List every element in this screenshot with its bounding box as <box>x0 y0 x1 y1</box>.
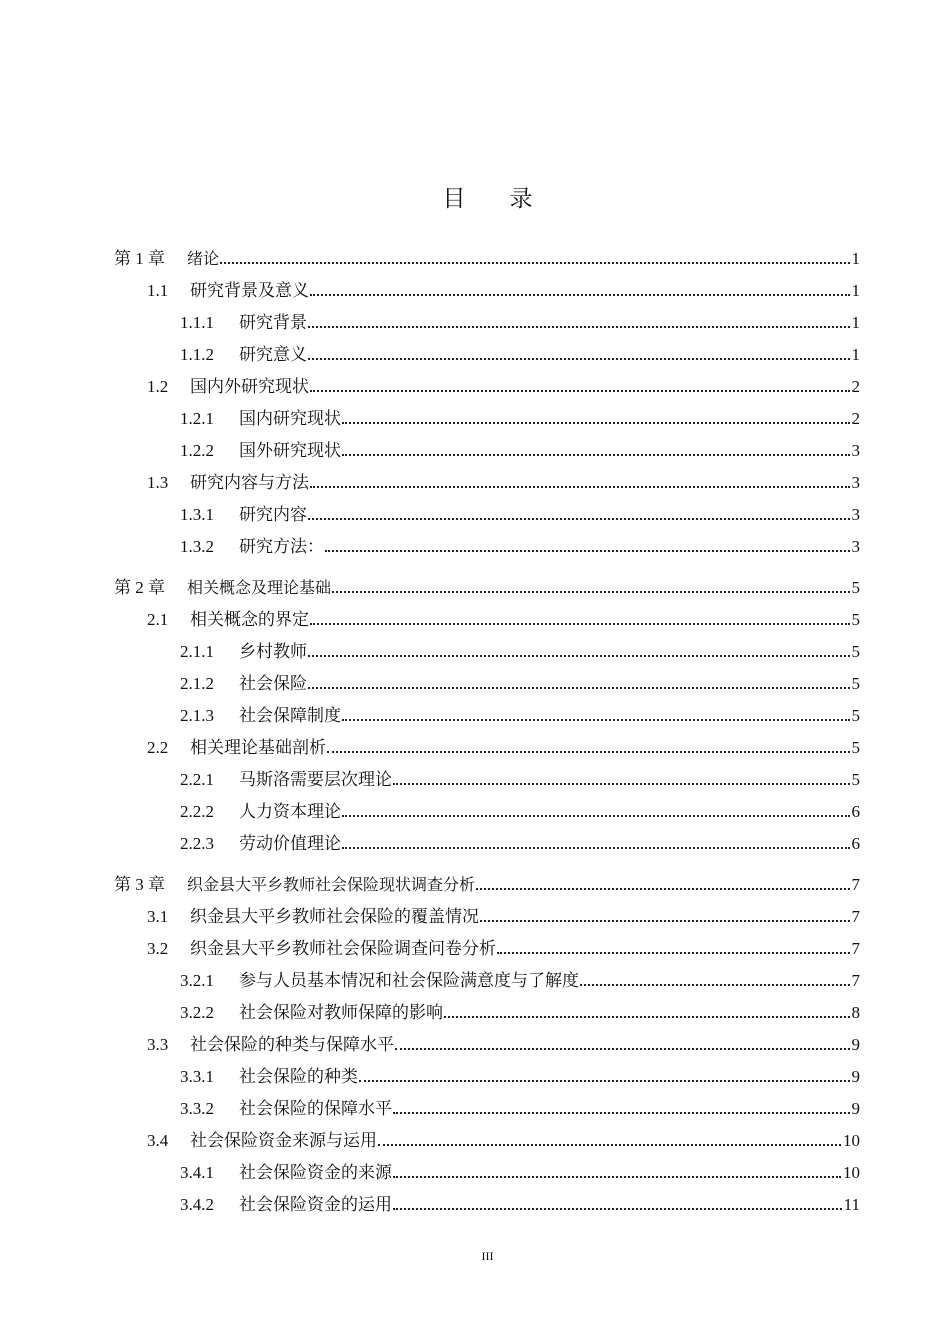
toc-entry[interactable] <box>147 935 860 959</box>
toc-entry[interactable] <box>180 533 860 557</box>
toc-entry[interactable] <box>147 1127 860 1151</box>
toc-dot-leader <box>480 919 850 922</box>
toc-entry[interactable] <box>180 798 860 822</box>
toc-entry-number: 3.3.1 <box>180 1067 214 1086</box>
toc-entry-title: 乡村教师 <box>239 642 307 661</box>
toc-entry[interactable] <box>180 967 860 991</box>
toc-entry-title: 织金县大平乡教师社会保险调查问卷分析 <box>190 939 496 958</box>
toc-entry-number: 2.2 <box>147 738 169 757</box>
toc-entry[interactable] <box>180 638 860 662</box>
toc-dot-leader <box>393 1111 850 1114</box>
toc-entry-number: 1.3.2 <box>180 537 214 556</box>
toc-entry-number: 第 3 章 <box>114 875 165 894</box>
toc-dot-leader <box>395 1047 850 1050</box>
toc-entry-page: 9 <box>851 1035 860 1054</box>
toc-entry-title: 社会保险对教师保障的影响 <box>239 1003 443 1022</box>
toc-dot-leader <box>308 357 850 360</box>
toc-entry[interactable] <box>180 830 860 854</box>
toc-entry-number: 第 2 章 <box>114 578 165 597</box>
toc-entry-number: 1.3 <box>147 473 169 492</box>
toc-dot-leader <box>378 1143 841 1146</box>
toc-entry-page: 5 <box>851 674 860 693</box>
toc-entry-number: 1.1 <box>147 281 169 300</box>
toc-dot-leader <box>342 453 850 456</box>
toc-entry-page: 11 <box>843 1195 860 1214</box>
toc-entry-title: 研究背景 <box>239 313 307 332</box>
toc-entry-title: 社会保险资金来源与运用 <box>190 1131 377 1150</box>
toc-dot-leader <box>325 549 850 552</box>
toc-entry-number: 1.2 <box>147 377 169 396</box>
toc-entry-title: 绪论 <box>187 249 220 268</box>
toc-entry-number: 2.1.3 <box>180 706 214 725</box>
toc-dot-leader <box>308 686 850 689</box>
toc-entry-page: 1 <box>851 313 860 332</box>
toc-entry[interactable] <box>180 766 860 790</box>
toc-dot-leader <box>308 517 850 520</box>
toc-entry-number: 1.2.2 <box>180 441 214 460</box>
toc-entry-title: 相关理论基础剖析 <box>190 738 326 757</box>
toc-entry-number: 2.2.1 <box>180 770 214 789</box>
toc-entry-number: 第 1 章 <box>114 249 165 268</box>
toc-entry-number: 1.3.1 <box>180 505 214 524</box>
toc-entry[interactable] <box>114 245 860 269</box>
toc-entry-page: 3 <box>851 505 860 524</box>
toc-entry-title: 人力资本理论 <box>239 802 341 821</box>
toc-entry[interactable] <box>147 903 860 927</box>
toc-entry-page: 5 <box>851 642 860 661</box>
page-number-footer: III <box>481 1249 494 1263</box>
toc-entry-title: 社会保险资金的运用 <box>239 1195 392 1214</box>
toc-dot-leader <box>497 951 850 954</box>
toc-entry-page: 7 <box>851 875 860 894</box>
toc-entry-title: 社会保险的保障水平 <box>239 1099 392 1118</box>
toc-dot-leader <box>327 750 850 753</box>
toc-entry-title: 国外研究现状 <box>239 441 341 460</box>
toc-entry-title: 社会保障制度 <box>239 706 341 725</box>
toc-dot-leader <box>476 887 849 890</box>
toc-dot-leader <box>308 654 850 657</box>
toc-dot-leader <box>310 293 850 296</box>
toc-entry[interactable] <box>147 734 860 758</box>
toc-entry[interactable] <box>180 437 860 461</box>
toc-entry-number: 2.2.2 <box>180 802 214 821</box>
toc-entry[interactable] <box>147 277 860 301</box>
toc-entry-title: 相关概念及理论基础 <box>187 578 332 597</box>
toc-entry-page: 6 <box>851 802 860 821</box>
toc-entry[interactable] <box>180 501 860 525</box>
toc-entry-number: 2.2.3 <box>180 834 214 853</box>
toc-entry-page: 2 <box>851 409 860 428</box>
toc-entry-title: 社会保险的种类 <box>239 1067 358 1086</box>
toc-entry-title: 研究方法： <box>239 537 324 556</box>
toc-title-char-2: 录 <box>509 186 533 211</box>
toc-dot-leader <box>332 590 849 593</box>
toc-entry-number: 2.1.1 <box>180 642 214 661</box>
toc-dot-leader <box>310 389 850 392</box>
toc-dot-leader <box>342 814 850 817</box>
toc-dot-leader <box>310 622 850 625</box>
toc-entry[interactable] <box>147 469 860 493</box>
toc-dot-leader <box>220 261 849 264</box>
toc-entry-title: 研究内容与方法 <box>190 473 309 492</box>
toc-entry-title: 织金县大平乡教师社会保险现状调查分析 <box>187 875 476 894</box>
toc-entry-number: 3.4.2 <box>180 1195 214 1214</box>
toc-entry-number: 1.1.1 <box>180 313 214 332</box>
toc-entry-page: 3 <box>851 473 860 492</box>
toc-entry-page: 5 <box>851 610 860 629</box>
toc-entry[interactable] <box>180 999 860 1023</box>
toc-entry-page: 1 <box>851 345 860 364</box>
toc-dot-leader <box>342 846 850 849</box>
toc-entry-page: 7 <box>851 907 860 926</box>
toc-dot-leader <box>393 1207 842 1210</box>
toc-dot-leader <box>359 1079 850 1082</box>
toc-entry-number: 2.1 <box>147 610 169 629</box>
toc-dot-leader <box>393 1175 841 1178</box>
toc-entry-title: 织金县大平乡教师社会保险的覆盖情况 <box>190 907 479 926</box>
toc-entry-title: 马斯洛需要层次理论 <box>239 770 392 789</box>
toc-entry-number: 3.1 <box>147 907 169 926</box>
toc-entry-number: 3.4.1 <box>180 1163 214 1182</box>
toc-entry[interactable] <box>180 309 860 333</box>
toc-entry-number: 2.1.2 <box>180 674 214 693</box>
toc-entry-page: 3 <box>851 537 860 556</box>
toc-entry-page: 8 <box>851 1003 860 1022</box>
toc-title <box>0 180 950 213</box>
toc-entry[interactable] <box>180 670 860 694</box>
toc-entry-title: 参与人员基本情况和社会保险满意度与了解度 <box>239 971 579 990</box>
toc-dot-leader <box>444 1015 850 1018</box>
toc-entry[interactable] <box>114 574 860 598</box>
toc-dot-leader <box>580 983 850 986</box>
toc-entry[interactable] <box>147 1031 860 1055</box>
toc-entry-number: 3.3 <box>147 1035 169 1054</box>
toc-entry-number: 3.2 <box>147 939 169 958</box>
toc-dot-leader <box>310 485 850 488</box>
toc-entry-page: 2 <box>851 377 860 396</box>
toc-entry[interactable] <box>114 871 860 895</box>
toc-entry-title: 国内外研究现状 <box>190 377 309 396</box>
toc-entry-page: 3 <box>851 441 860 460</box>
toc-entry-number: 1.2.1 <box>180 409 214 428</box>
toc-entry[interactable] <box>180 1063 860 1087</box>
toc-entry-title: 研究内容 <box>239 505 307 524</box>
toc-entry-number: 3.2.1 <box>180 971 214 990</box>
toc-entry-page: 7 <box>851 939 860 958</box>
toc-entry-page: 10 <box>843 1131 860 1150</box>
toc-entry[interactable] <box>180 1191 860 1215</box>
toc-entry[interactable] <box>180 702 860 726</box>
toc-entry[interactable] <box>180 405 860 429</box>
toc-entry-page: 6 <box>851 834 860 853</box>
toc-entry-title: 社会保险 <box>239 674 307 693</box>
toc-dot-leader <box>393 782 850 785</box>
toc-entry-page: 5 <box>851 706 860 725</box>
toc-entry[interactable] <box>147 606 860 630</box>
toc-entry-page: 1 <box>851 249 860 268</box>
toc-entry-page: 10 <box>843 1163 860 1182</box>
toc-entry-page: 5 <box>851 770 860 789</box>
toc-entry-page: 5 <box>851 738 860 757</box>
toc-entry[interactable] <box>147 373 860 397</box>
toc-entry[interactable] <box>180 1159 860 1183</box>
toc-entry-title: 国内研究现状 <box>239 409 341 428</box>
toc-entry[interactable] <box>180 1095 860 1119</box>
toc-entry-page: 9 <box>851 1067 860 1086</box>
toc-entry-number: 3.4 <box>147 1131 169 1150</box>
toc-entry-title: 研究意义 <box>239 345 307 364</box>
toc-entry-page: 5 <box>851 578 860 597</box>
toc-entry-number: 3.2.2 <box>180 1003 214 1022</box>
toc-title-char-1: 目 <box>442 186 466 211</box>
toc-entry-title: 社会保险的种类与保障水平 <box>190 1035 394 1054</box>
toc-entry-title: 社会保险资金的来源 <box>239 1163 392 1182</box>
toc-entry-title: 劳动价值理论 <box>239 834 341 853</box>
toc-entry[interactable] <box>180 341 860 365</box>
toc-dot-leader <box>342 421 850 424</box>
toc-entry-page: 1 <box>851 281 860 300</box>
toc-entry-page: 9 <box>851 1099 860 1118</box>
toc-entry-number: 3.3.2 <box>180 1099 214 1118</box>
toc-dot-leader <box>308 325 850 328</box>
toc-entry-title: 相关概念的界定 <box>190 610 309 629</box>
toc-dot-leader <box>342 718 850 721</box>
toc-entry-number: 1.1.2 <box>180 345 214 364</box>
toc-entry-title: 研究背景及意义 <box>190 281 309 300</box>
toc-entry-page: 7 <box>851 971 860 990</box>
